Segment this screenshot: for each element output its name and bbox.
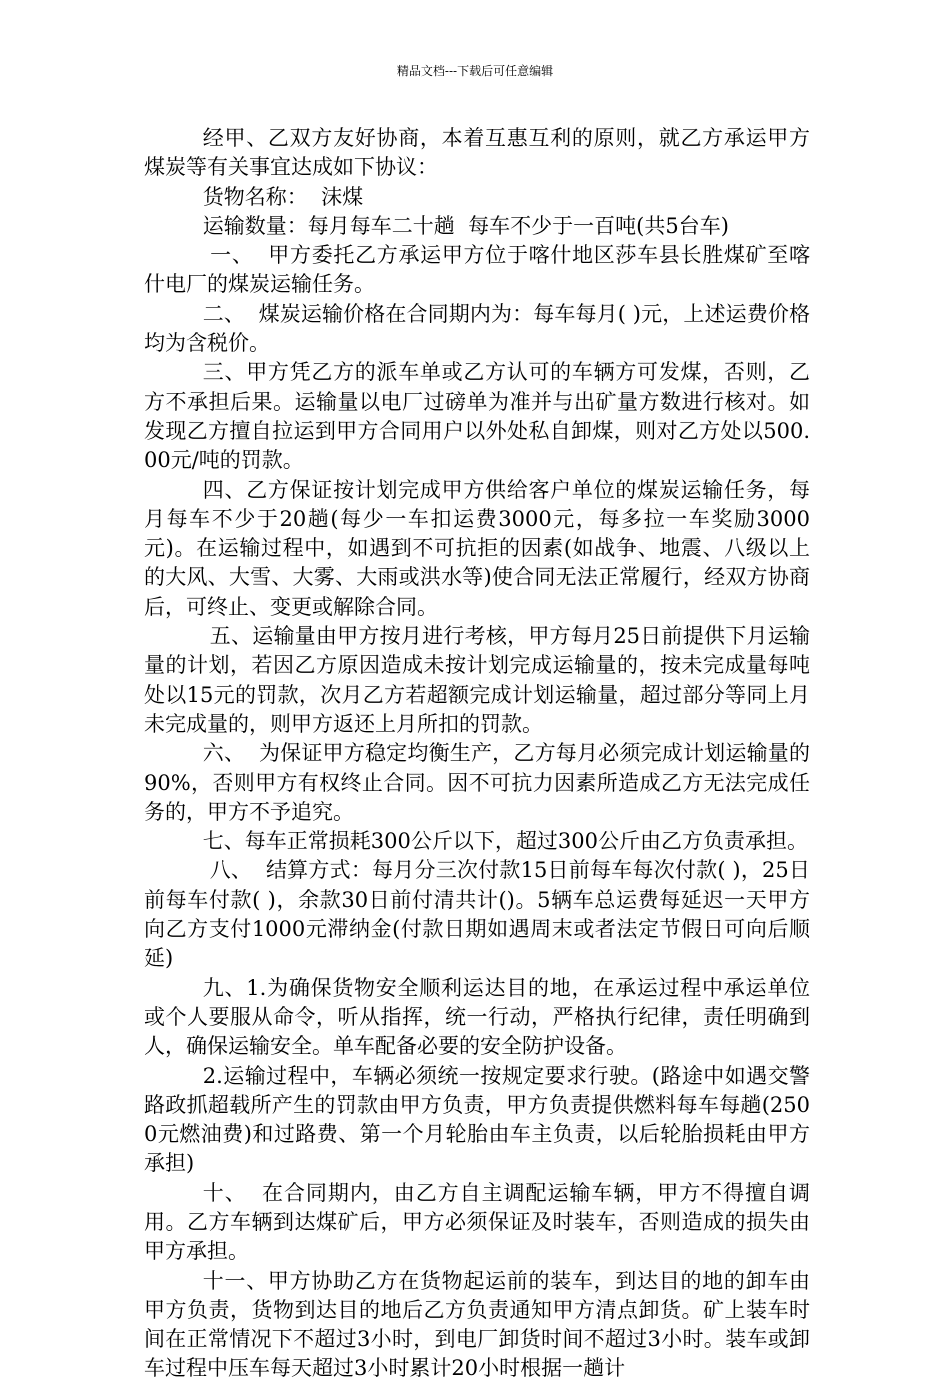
paragraph-clause-10: 十、 在合同期内，由乙方自主调配运输车辆，甲方不得擅自调用。乙方车辆到达煤矿后，甲方必须保证及时装车，否则造成的损失由甲方承担。 — [144, 1180, 810, 1264]
paragraph-clause-11: 十一、甲方协助乙方在货物起运前的装车，到达目的地的卸车由甲方负责，货物到达目的地后乙方负责通知甲方清点卸货。矿上装车时间在正常情况下不超过3小时，到电厂卸货时间不超过3小时。装车或卸车过程中压车每天超过3小时累计20小时根据一趟计 — [144, 1268, 810, 1381]
paragraph-transport-quantity: 运输数量：每月每车二十趟 每车不少于一百吨(共5台车) — [202, 213, 729, 238]
paragraph-clause-2: 二、 煤炭运输价格在合同期内为：每车每月( )元，上述运费价格均为含税价。 — [144, 301, 810, 356]
paragraph-clause-9-2: 2.运输过程中，车辆必须统一按规定要求行驶。(路途中如遇交警路政抓超载所产生的罚款由甲方负责，甲方负责提供燃料每车每趟(2500元燃油费)和过路费、第一个月轮胎由车主负责，以后轮胎损耗由甲方承担) — [144, 1063, 810, 1176]
paragraph-clause-8: 八、 结算方式：每月分三次付款15日前每车每次付款( )，25日前每车付款( )，余款30日前付清共计()。5辆车总运费每延迟一天甲方向乙方支付1000元滞纳金(付款日期如遇周末或者法定节假日可向后顺延) — [144, 858, 810, 971]
page-header: 精品文档---下载后可任意编辑 — [396, 64, 554, 78]
paragraph-clause-4: 四、乙方保证按计划完成甲方供给客户单位的煤炭运输任务，每月每车不少于20趟(每少一车扣运费3000元，每多拉一车奖励3000元)。在运输过程中，如遇到不可抗拒的因素(如战争、地震、八级以上的大风、大雪、大雾、大雨或洪水等)使合同无法正常履行，经双方协商后，可终止、变更或解除合同。 — [144, 477, 810, 619]
paragraph-clause-7: 七、每车正常损耗300公斤以下，超过300公斤由乙方负责承担。 — [202, 829, 808, 854]
paragraph-clause-1: 一、 甲方委托乙方承运甲方位于喀什地区莎车县长胜煤矿至喀什电厂的煤炭运输任务。 — [144, 243, 810, 297]
paragraph-clause-6: 六、 为保证甲方稳定均衡生产，乙方每月必须完成计划运输量的90%，否则甲方有权终止合同。因不可抗力因素所造成乙方无法完成任务的，甲方不予追究。 — [144, 741, 810, 824]
paragraph-clause-3: 三、甲方凭乙方的派车单或乙方认可的车辆方可发煤，否则，乙方不承担后果。运输量以电厂过磅单为准并与出矿量方数进行核对。如发现乙方擅自拉运到甲方合同用户以外处私自卸煤，则对乙方处以500.00元/吨的罚款。 — [144, 360, 810, 473]
document-body — [144, 124, 810, 1384]
paragraph-cargo-name: 货物名称： 沫煤 — [202, 184, 364, 209]
paragraph-preamble: 经甲、乙双方友好协商，本着互惠互利的原则，就乙方承运甲方煤炭等有关事宜达成如下协议： — [144, 126, 810, 180]
paragraph-clause-9-1: 九、1.为确保货物安全顺利运达目的地，在承运过程中承运单位或个人要服从命令，听从指挥，统一行动，严格执行纪律，责任明确到人，确保运输安全。单车配备必要的安全防护设备。 — [144, 975, 810, 1059]
paragraph-clause-5: 五、运输量由甲方按月进行考核，甲方每月25日前提供下月运输量的计划，若因乙方原因造成未按计划完成运输量的，按未完成量每吨处以15元的罚款，次月乙方若超额完成计划运输量，超过部分等同上月未完成量的，则甲方返还上月所扣的罚款。 — [144, 624, 810, 736]
